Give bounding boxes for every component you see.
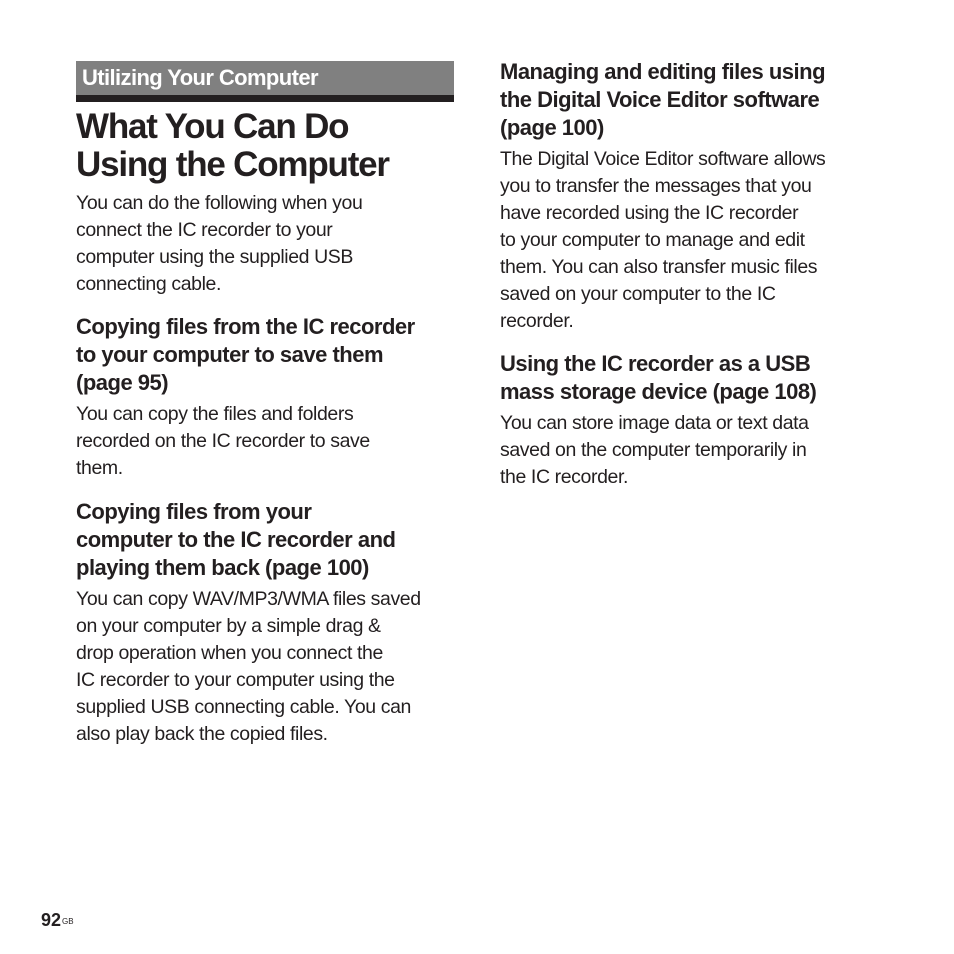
- section-heading-copy-to-computer: Copying files from the IC recorder to your computer to save them (page 95): [76, 314, 415, 395]
- region-code: GB: [62, 917, 74, 926]
- section-body-usb-mass-storage: You can store image data or text data saved on the computer temporarily in the IC recorder.: [500, 412, 809, 488]
- section-heading-usb-mass-storage: Using the IC recorder as a USB mass storage device (page 108): [500, 351, 817, 404]
- section-heading-digital-voice-editor: Managing and editing files using the Digital Voice Editor software (page 100): [500, 59, 826, 140]
- intro-paragraph: You can do the following when you connect the IC recorder to your computer using the supplied USB connecting cable.: [76, 192, 363, 295]
- section-rule: [76, 95, 454, 102]
- page-title: What You Can Do Using the Computer: [76, 107, 389, 184]
- section-body-digital-voice-editor: The Digital Voice Editor software allows you to transfer the messages that you have recorded using the IC recorder to your computer to manage and edit them. You can also transfer music files saved on your computer to the IC recorder.: [500, 148, 826, 332]
- section-tab: [76, 61, 454, 95]
- page-number-value: 92: [41, 910, 62, 930]
- section-tab-label: Utilizing Your Computer: [82, 65, 318, 90]
- section-heading-copy-to-recorder: Copying files from your computer to the IC recorder and playing them back (page 100): [76, 499, 396, 580]
- section-body-copy-to-computer: You can copy the files and folders recorded on the IC recorder to save them.: [76, 403, 370, 479]
- page-number: [41, 909, 74, 931]
- section-body-copy-to-recorder: You can copy WAV/MP3/WMA files saved on your computer by a simple drag & drop operation when you connect the IC recorder to your computer using the supplied USB connecting cable. You can also play back the copied files.: [76, 588, 421, 745]
